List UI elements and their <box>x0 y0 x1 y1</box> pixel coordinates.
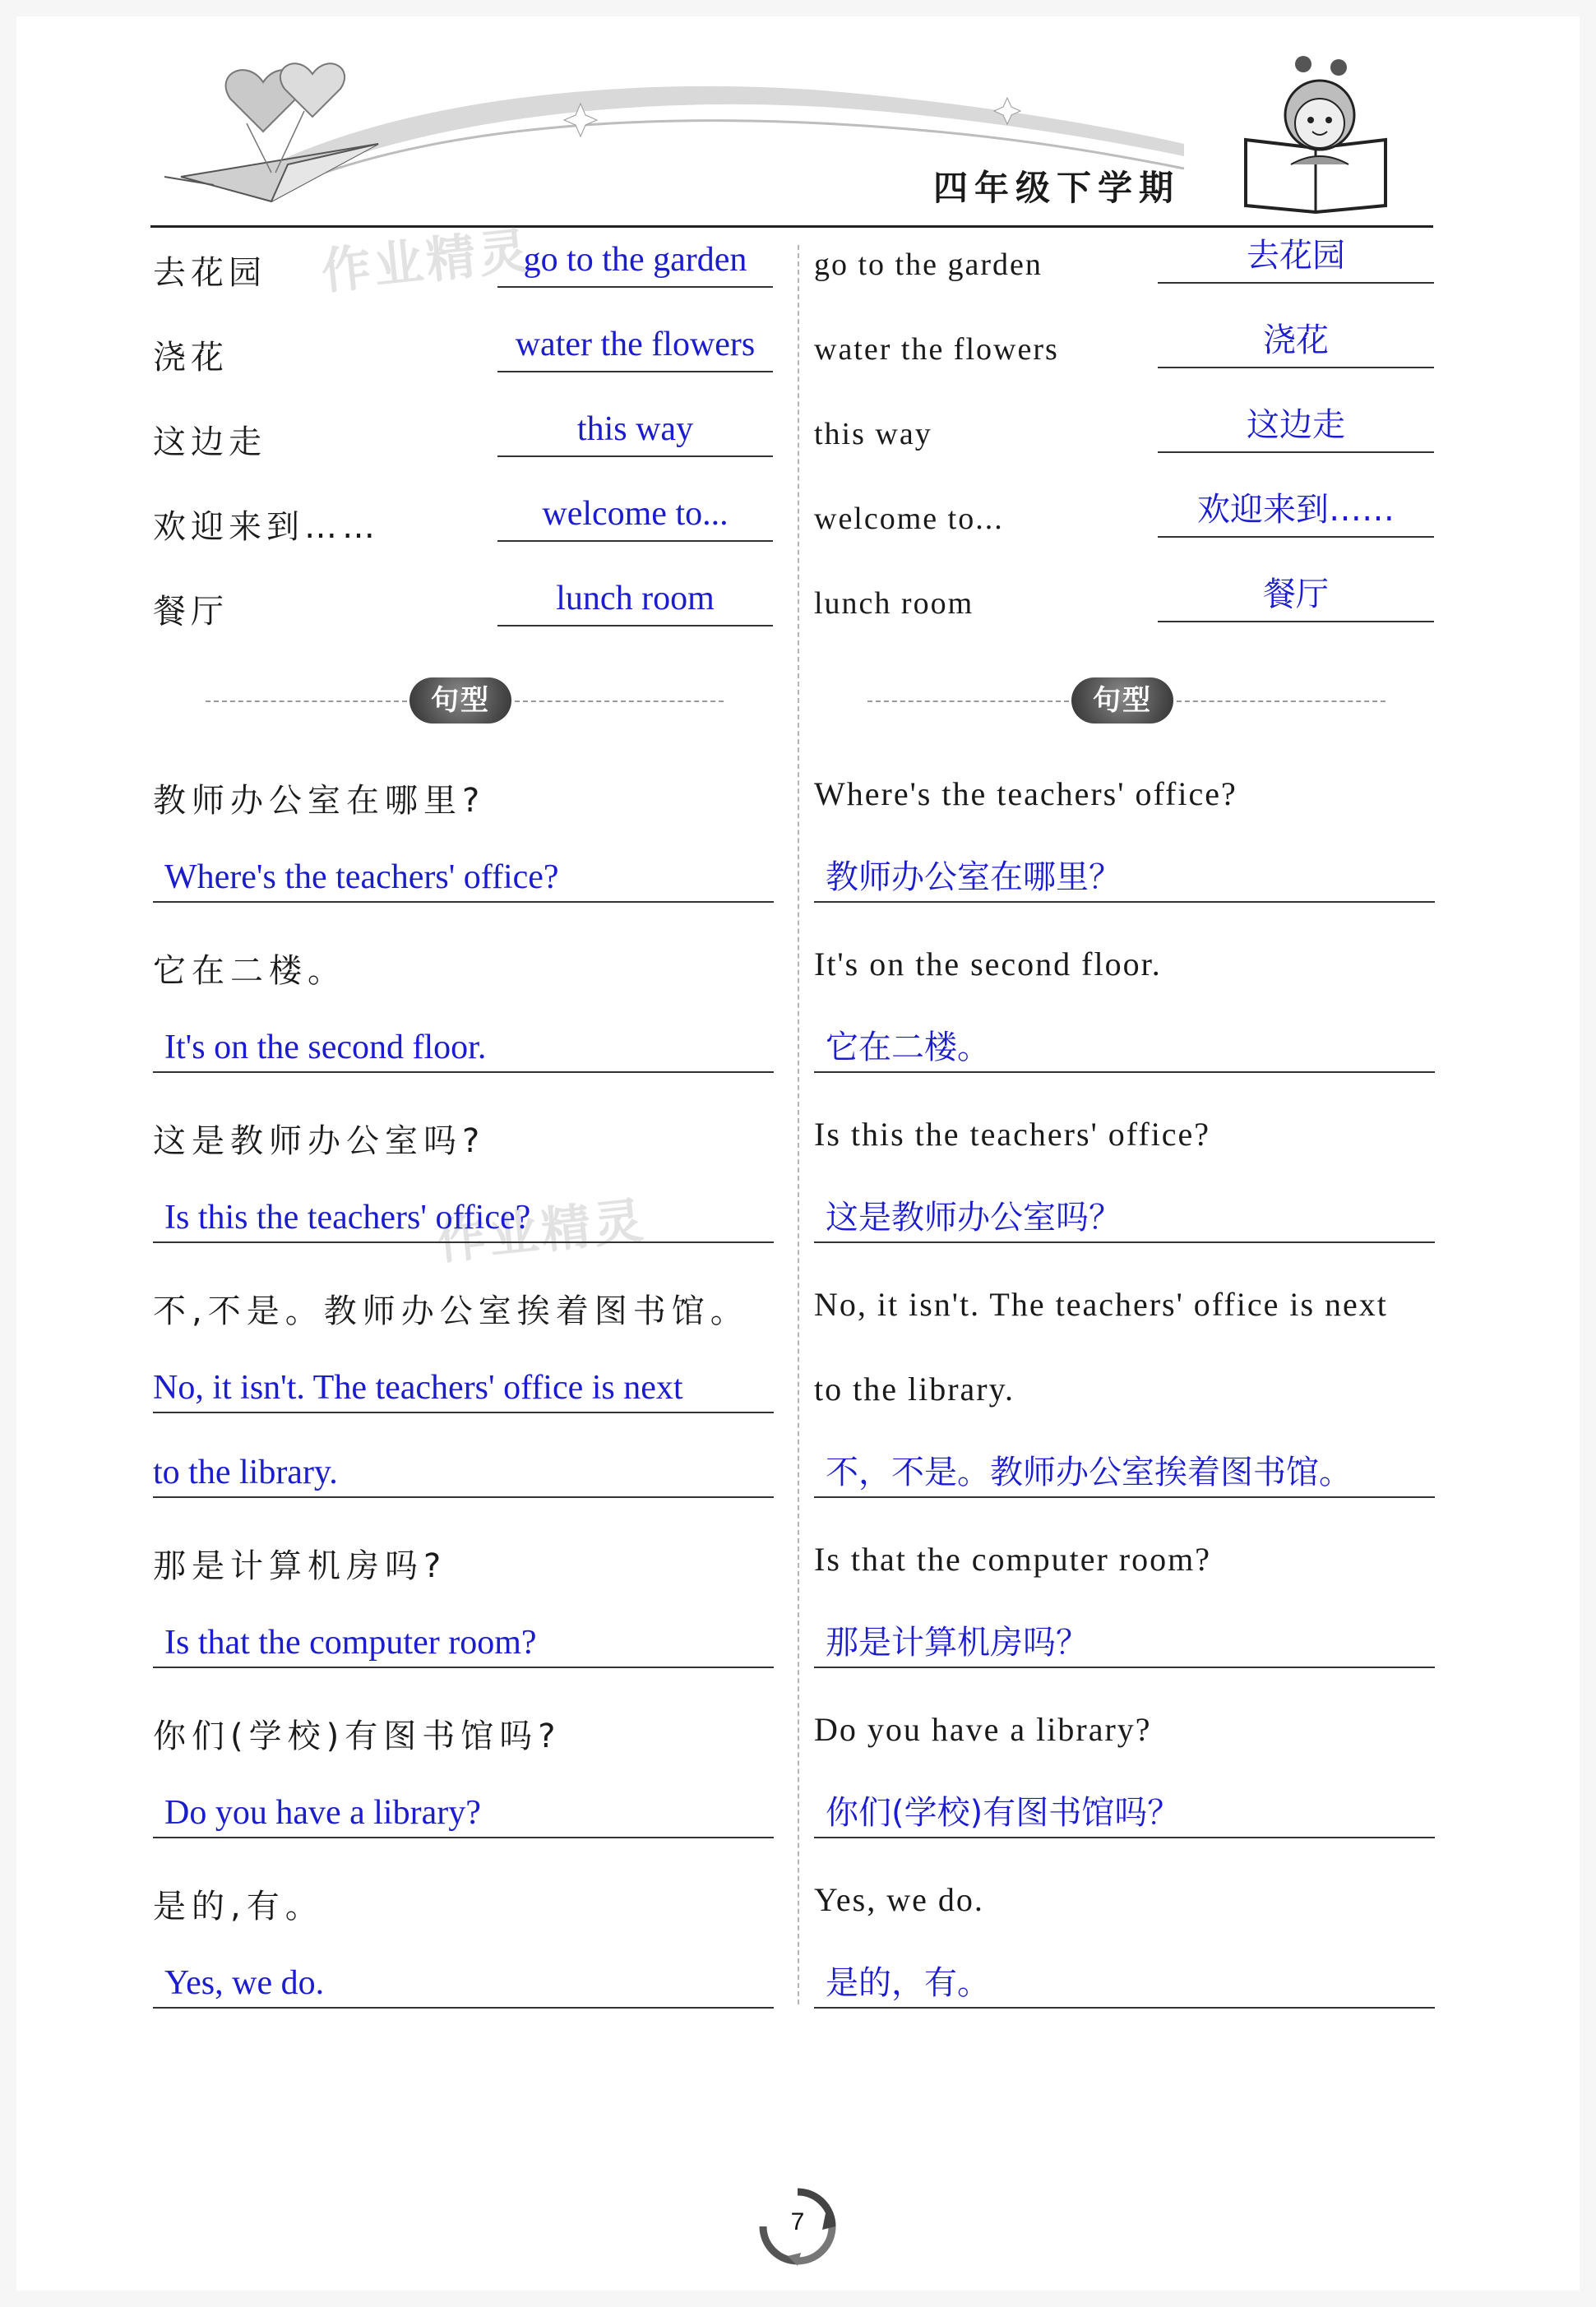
sentence-prompt: 教师办公室在哪里? <box>153 782 486 820</box>
sentence-prompt: 你们(学校)有图书馆吗? <box>153 1718 562 1755</box>
section-badge: 句型 <box>1071 677 1173 724</box>
vocab-prompt: go to the garden <box>814 247 1043 282</box>
sentence-answer: 你们(学校)有图书馆吗？ <box>814 1787 1435 1838</box>
grade-title: 四年级下学期 <box>933 168 1181 208</box>
vocab-answer: 欢迎来到…… <box>1158 488 1434 538</box>
vocab-answer: water the flowers <box>497 323 773 372</box>
sentence-answer: to the library. <box>153 1447 774 1498</box>
sentence-prompt: 这是教师办公室吗? <box>153 1122 486 1160</box>
page-number: 7 <box>790 2208 805 2235</box>
sentence-answer: It's on the second floor. <box>153 1022 774 1073</box>
column-divider <box>798 245 799 2004</box>
vocab-answer: 这边走 <box>1158 404 1434 453</box>
vocab-answer: go to the garden <box>497 238 773 288</box>
sentence-prompt: 那是计算机房吗? <box>153 1547 447 1585</box>
sentence-prompt: Yes, we do. <box>814 1881 984 1918</box>
vocab-answer: 浇花 <box>1158 319 1434 368</box>
sentence-answer: Where's the teachers' office? <box>153 852 774 903</box>
vocab-answer: welcome to... <box>497 492 773 542</box>
section-divider-right <box>867 676 1386 725</box>
section-badge: 句型 <box>409 677 511 724</box>
sentence-prompt: 不,不是。教师办公室挨着图书馆。 <box>153 1292 749 1330</box>
sentence-prompt: 它在二楼。 <box>153 952 346 990</box>
sentence-answer: 不，不是。教师办公室挨着图书馆。 <box>814 1447 1435 1498</box>
sentence-prompt: 是的,有。 <box>153 1888 324 1926</box>
sentence-answer: Yes, we do. <box>153 1958 774 2009</box>
sentence-prompt: Where's the teachers' office? <box>814 775 1237 812</box>
sentence-prompt: Do you have a library? <box>814 1711 1152 1748</box>
vocab-prompt: this way <box>814 417 932 451</box>
header-banner <box>0 0 1596 247</box>
vocab-answer: 去花园 <box>1158 234 1434 284</box>
sentence-prompt: No, it isn't. The teachers' office is next <box>814 1286 1388 1323</box>
girl-reading-icon <box>1246 56 1386 212</box>
page-number-badge <box>755 2184 840 2269</box>
sentence-answer: 那是计算机房吗？ <box>814 1617 1435 1668</box>
sentence-answer: 这是教师办公室吗？ <box>814 1192 1435 1243</box>
section-divider-left <box>206 676 724 725</box>
vocab-prompt: 浇花 <box>153 339 229 377</box>
sentence-answer: Do you have a library? <box>153 1787 774 1838</box>
watermark: 作业精灵 <box>318 221 534 302</box>
sentence-answer: 教师办公室在哪里？ <box>814 852 1435 903</box>
sentence-prompt: to the library. <box>814 1371 1015 1408</box>
sentence-answer: 它在二楼。 <box>814 1022 1435 1073</box>
header-illustration <box>0 0 1596 247</box>
sentence-prompt: Is this the teachers' office? <box>814 1116 1211 1153</box>
sentence-prompt: It's on the second floor. <box>814 945 1162 982</box>
vocab-prompt: 去花园 <box>153 254 266 292</box>
watermark: 作业精灵 <box>433 1191 650 1272</box>
vocab-prompt: 餐厅 <box>153 593 229 631</box>
sentence-answer: No, it isn't. The teachers' office is next <box>153 1362 774 1413</box>
vocab-answer: this way <box>497 408 773 457</box>
vocab-prompt: welcome to... <box>814 502 1004 536</box>
vocab-prompt: water the flowers <box>814 332 1059 367</box>
sentence-answer: 是的，有。 <box>814 1958 1435 2009</box>
sentence-answer: Is that the computer room? <box>153 1617 774 1668</box>
header-rule <box>150 225 1433 228</box>
vocab-prompt: lunch room <box>814 586 974 621</box>
vocab-answer: lunch room <box>497 577 773 626</box>
sentence-answer: Is this the teachers' office? <box>153 1192 774 1243</box>
sentence-prompt: Is that the computer room? <box>814 1541 1211 1578</box>
vocab-prompt: 这边走 <box>153 423 266 461</box>
vocab-prompt: 欢迎来到…… <box>153 508 380 546</box>
vocab-answer: 餐厅 <box>1158 573 1434 622</box>
